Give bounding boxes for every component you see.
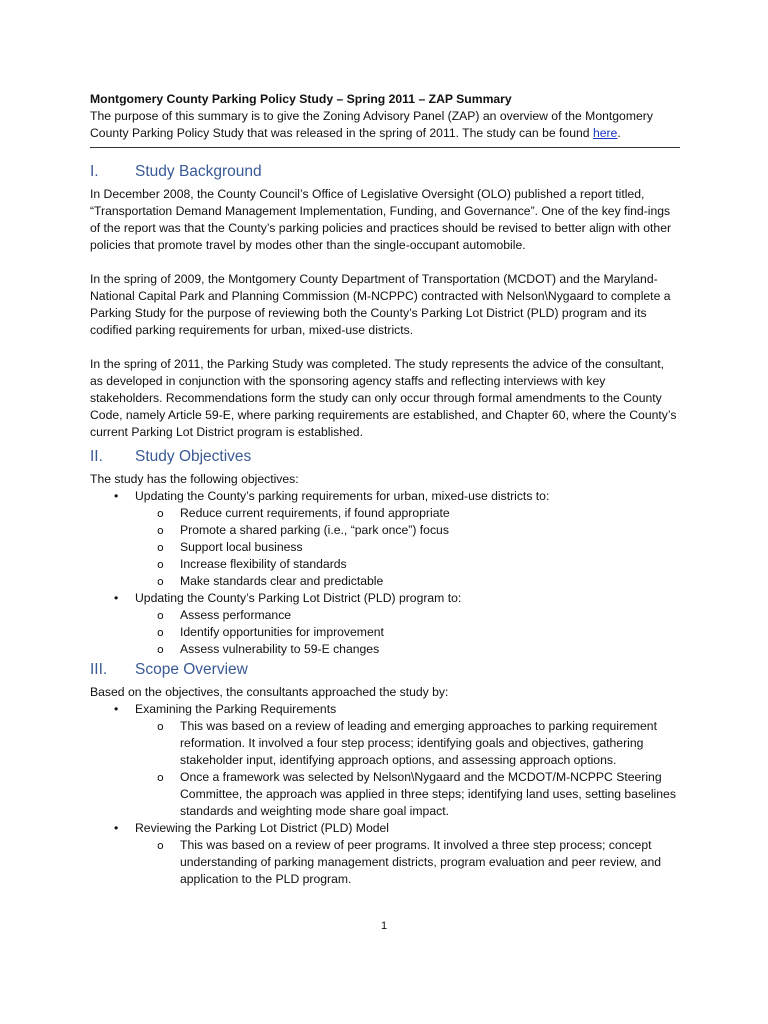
bullet-icon: •	[114, 591, 119, 605]
objectives-list	[90, 488, 680, 658]
circle-bullet-icon: o	[157, 575, 164, 588]
document-title: Montgomery County Parking Policy Study – Spring 2011 – ZAP Summary	[90, 92, 512, 106]
bullet-icon: •	[114, 489, 119, 503]
section-heading-study-objectives	[90, 447, 680, 467]
section-number: II.	[90, 448, 103, 465]
bullet-icon: •	[114, 702, 119, 716]
section-lead: The study has the following objectives:	[90, 472, 299, 486]
page-content	[90, 91, 680, 888]
section-title: Scope Overview	[135, 661, 248, 678]
list-item: o Reduce current requirements, if found appropriate	[157, 506, 450, 520]
section-title: Study Background	[135, 163, 262, 180]
circle-bullet-icon: o	[157, 771, 164, 784]
list-item: o Support local business	[157, 540, 303, 554]
sub-list	[135, 607, 680, 658]
circle-bullet-icon: o	[157, 541, 164, 554]
list-item: o Once a framework was selected by Nelson\Nygaard and the MCDOT/M-NCPPC Steering Committee, the approach was applied in three steps; identifying land uses, setting baselines standards and weighting mode share goal impact.	[157, 770, 676, 818]
page-number: 1	[380, 920, 388, 932]
purpose-text: The purpose of this summary is to give the Zoning Advisory Panel (ZAP) an overview of the Montgomery County Parking Policy Study that was released in the spring of 2011. The study can be found	[90, 109, 653, 140]
bullet-icon: •	[114, 821, 119, 835]
circle-bullet-icon: o	[157, 558, 164, 571]
list-item: o This was based on a review of leading and emerging approaches to parking requirement reformation. It involved a four step process; identifying goals and objectives, gathering stakeholder input, identifying approach options, and assessing approach options.	[157, 719, 657, 767]
section-heading-scope-overview	[90, 660, 680, 680]
list-item: • Updating the County’s parking requirements for urban, mixed-use districts to: o Reduce current requirements, if found appropriate o Promote a shared parking (i.e., “park once”) focus o Support local business o Increase flexibility of standards o Make standards clear and predictable	[90, 488, 680, 590]
list-item: • Examining the Parking Requirements o This was based on a review of leading and emerging approaches to parking requirement reformation. It involved a four step process; identifying goals and objectives, gathering stakeholder input, identifying approach options, and assessing approach options. o Once a framework was selected by Nelson\Nygaard and the MCDOT/M-NCPPC Steering Committee, the approach was applied in three steps; identifying land uses, setting baselines standards and weighting mode share goal impact.	[90, 701, 680, 820]
circle-bullet-icon: o	[157, 524, 164, 537]
title-divider	[90, 147, 680, 148]
section-title: Study Objectives	[135, 448, 252, 465]
scope-list	[90, 701, 680, 888]
circle-bullet-icon: o	[157, 507, 164, 520]
circle-bullet-icon: o	[157, 609, 164, 622]
section-number: I.	[90, 163, 99, 180]
circle-bullet-icon: o	[157, 643, 164, 656]
list-item: o Make standards clear and predictable	[157, 574, 384, 588]
sub-list	[135, 718, 680, 820]
section-heading-study-background	[90, 162, 680, 182]
list-item: o Promote a shared parking (i.e., “park once”) focus	[157, 523, 449, 537]
paragraph: In the spring of 2011, the Parking Study was completed. The study represents the advice of the consultant, as developed in conjunction with the sponsoring agency staffs and reflecting interviews with key stakeholders. Recommendations form the study can only occur through formal amendments to the County Code, namely Article 59-E, where parking requirements are established, and Chapter 60, where the County’s current Parking Lot District program is established.	[90, 357, 677, 439]
paragraph: In December 2008, the County Council’s Office of Legislative Oversight (OLO) published a report titled, “Transportation Demand Management Implementation, Funding, and Governance”. One of the key find-ings of the report was that the County’s parking policies and practices should be revised to better align with other policies that promote travel by modes other than the single-occupant automobile.	[90, 187, 672, 252]
list-item: o Assess performance	[157, 608, 292, 622]
list-item: o This was based on a review of peer programs. It involved a three step process; concept understanding of parking management districts, program evaluation and peer review, and application to the PLD program.	[157, 838, 662, 886]
circle-bullet-icon: o	[157, 720, 164, 733]
section-number: III.	[90, 661, 108, 678]
list-item: • Reviewing the Parking Lot District (PLD) Model o This was based on a review of peer programs. It involved a three step process; concept understanding of parking management districts, program evaluation and peer review, and application to the PLD program.	[90, 820, 680, 888]
list-item: o Identify opportunities for improvement	[157, 625, 384, 639]
list-item: o Assess vulnerability to 59-E changes	[157, 642, 380, 656]
circle-bullet-icon: o	[157, 839, 164, 852]
section-lead: Based on the objectives, the consultants approached the study by:	[90, 685, 449, 699]
study-link[interactable]: here	[592, 126, 618, 140]
list-item: • Updating the County’s Parking Lot District (PLD) program to: o Assess performance o Identify opportunities for improvement o Assess vulnerability to 59-E changes	[90, 590, 680, 658]
paragraph: In the spring of 2009, the Montgomery County Department of Transportation (MCDOT) and the Maryland-National Capital Park and Planning Commission (M-NCPPC) contracted with Nelson\Nygaard to complete a Parking Study for the purpose of reviewing both the County’s Parking Lot District (PLD) program and its codified parking requirements for urban, mixed-use districts.	[90, 272, 671, 337]
purpose-statement: The purpose of this summary is to give the Zoning Advisory Panel (ZAP) an overview of the Montgomery County Parking Policy Study that was released in the spring of 2011. The study can be found here.	[90, 109, 653, 140]
sub-list	[135, 837, 680, 888]
sub-list	[135, 505, 680, 590]
list-item: o Increase flexibility of standards	[157, 557, 347, 571]
circle-bullet-icon: o	[157, 626, 164, 639]
